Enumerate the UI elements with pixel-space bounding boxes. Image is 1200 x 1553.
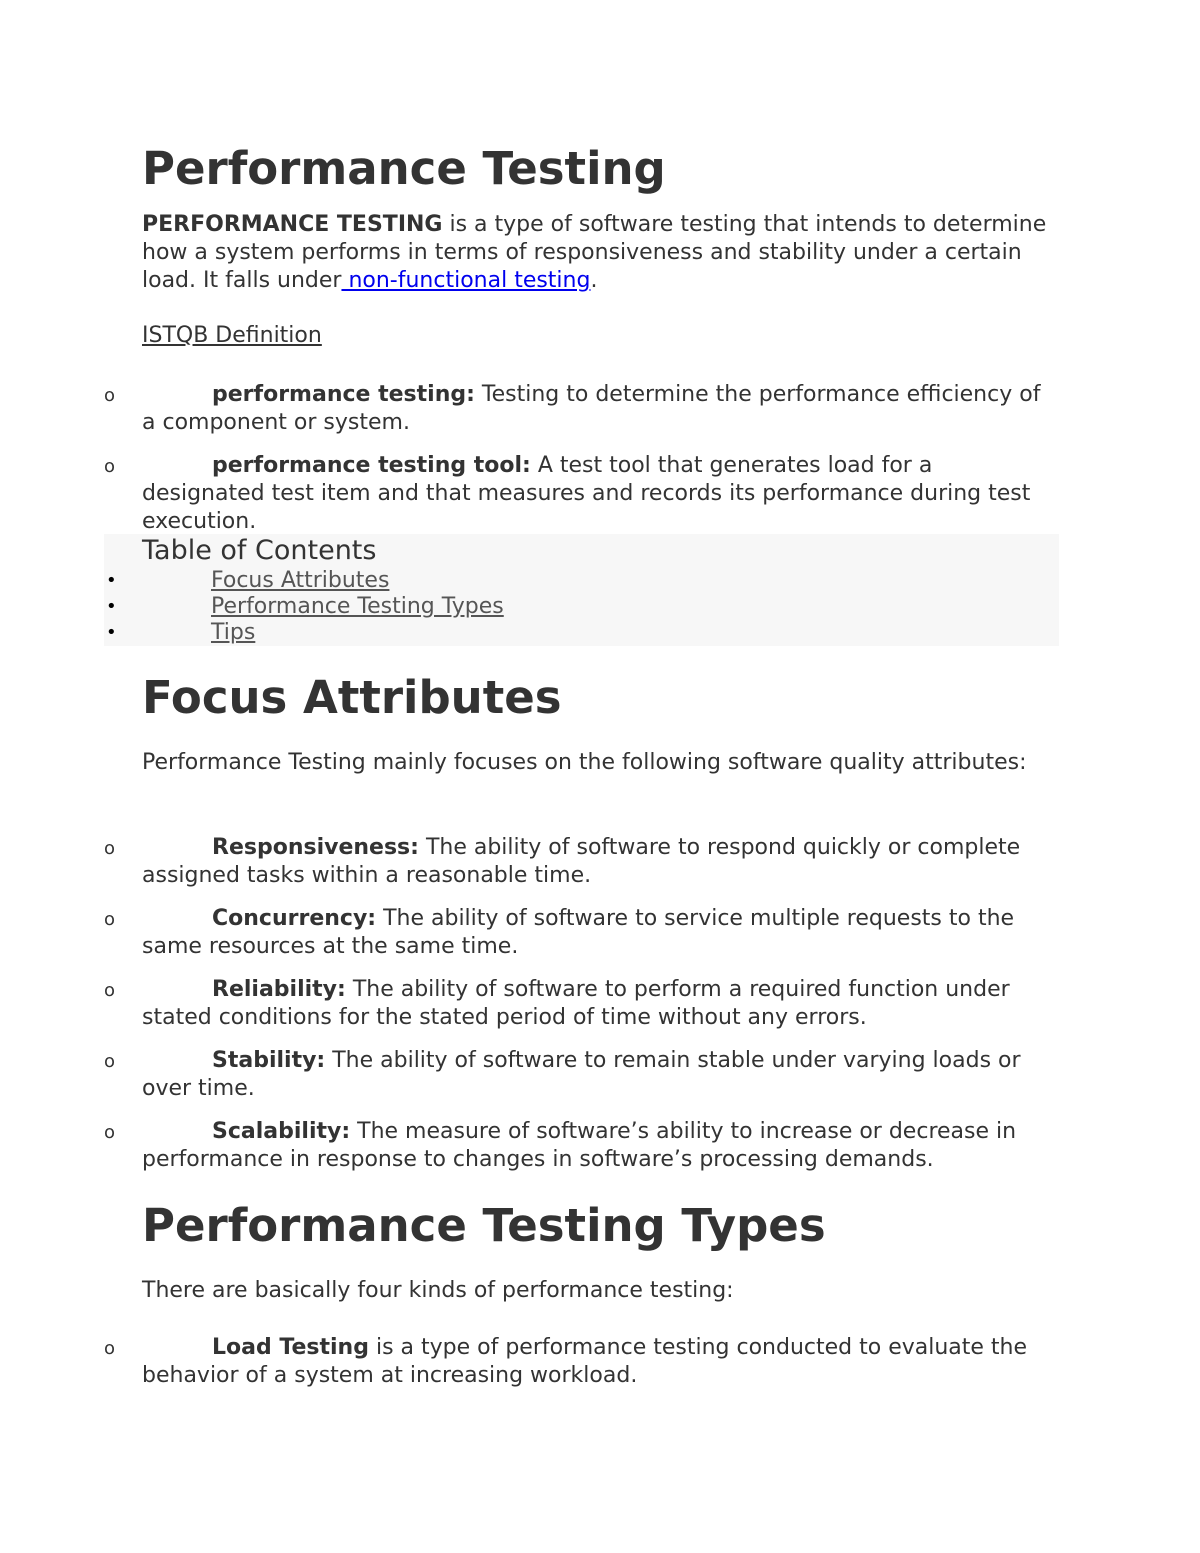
focus-item-term: Concurrency: [212,906,377,931]
types-intro: There are basically four kinds of performance testing: [142,1278,734,1303]
focus-intro: Performance Testing mainly focuses on the following software quality attributes: [142,750,1027,775]
toc-bullet: • [106,622,117,643]
focus-item-desc: The ability of software to respond quickly or complete assigned tasks within a reasonable time. [142,835,1021,888]
focus-item [142,976,1052,1032]
focus-item [142,905,1052,961]
focus-item [142,1118,1052,1174]
bullet-marker: o [104,980,116,1001]
focus-item-desc: The ability of software to service multiple requests to the same resources at the same time. [142,906,1015,959]
toc-title: Table of Contents [142,535,377,566]
toc-link-performance-testing-types[interactable]: Performance Testing Types [211,594,504,619]
toc-link-tips[interactable]: Tips [211,620,256,645]
focus-attributes-heading: Focus Attributes [142,671,562,724]
focus-item-term: Reliability: [212,977,346,1002]
istqb-item-desc: Testing to determine the performance efficiency of a component or system. [142,382,1041,435]
intro-paragraph [142,211,1052,295]
toc-bullet: • [106,570,117,591]
intro-text: is a type of software testing that intends to determine how a system performs in terms of responsiveness and stability under a certain load. It falls under [142,212,1047,293]
bullet-marker: o [104,385,116,406]
intro-end: . [590,268,598,293]
istqb-definition-link[interactable]: ISTQB Definition [142,323,322,348]
focus-item-term: Responsiveness: [212,835,419,860]
types-item-term: Load Testing [212,1335,369,1360]
bullet-marker: o [104,909,116,930]
istqb-item-desc: A test tool that generates load for a designated test item and that measures and records its performance during test execution. [142,453,1031,534]
intro-lead: PERFORMANCE TESTING [142,212,443,237]
istqb-item [142,452,1052,536]
focus-item [142,834,1052,890]
focus-item-term: Scalability: [212,1119,351,1144]
focus-item-desc: The measure of software’s ability to increase or decrease in performance in response to changes in software’s processing demands. [142,1119,1017,1172]
bullet-marker: o [104,1338,116,1359]
toc-bullet: • [106,596,117,617]
toc-link-focus-attributes[interactable]: Focus Attributes [211,568,390,593]
focus-item-desc: The ability of software to remain stable under varying loads or over time. [142,1048,1021,1101]
istqb-item-term: performance testing: [212,382,475,407]
focus-item-desc: The ability of software to perform a required function under stated conditions for the stated period of time without any errors. [142,977,1010,1030]
bullet-marker: o [104,1122,116,1143]
istqb-item-term: performance testing tool: [212,453,531,478]
non-functional-testing-link[interactable]: non-functional testing [341,268,591,293]
types-item-desc: is a type of performance testing conducted to evaluate the behavior of a system at increasing workload. [142,1335,1028,1388]
page-title: Performance Testing [142,142,666,195]
performance-testing-types-heading: Performance Testing Types [142,1199,826,1252]
bullet-marker: o [104,456,116,477]
types-item [142,1334,1052,1390]
bullet-marker: o [104,838,116,859]
istqb-definition-link-wrap [142,322,1052,350]
istqb-item [142,381,1052,437]
bullet-marker: o [104,1051,116,1072]
focus-item-term: Stability: [212,1048,326,1073]
focus-item [142,1047,1052,1103]
